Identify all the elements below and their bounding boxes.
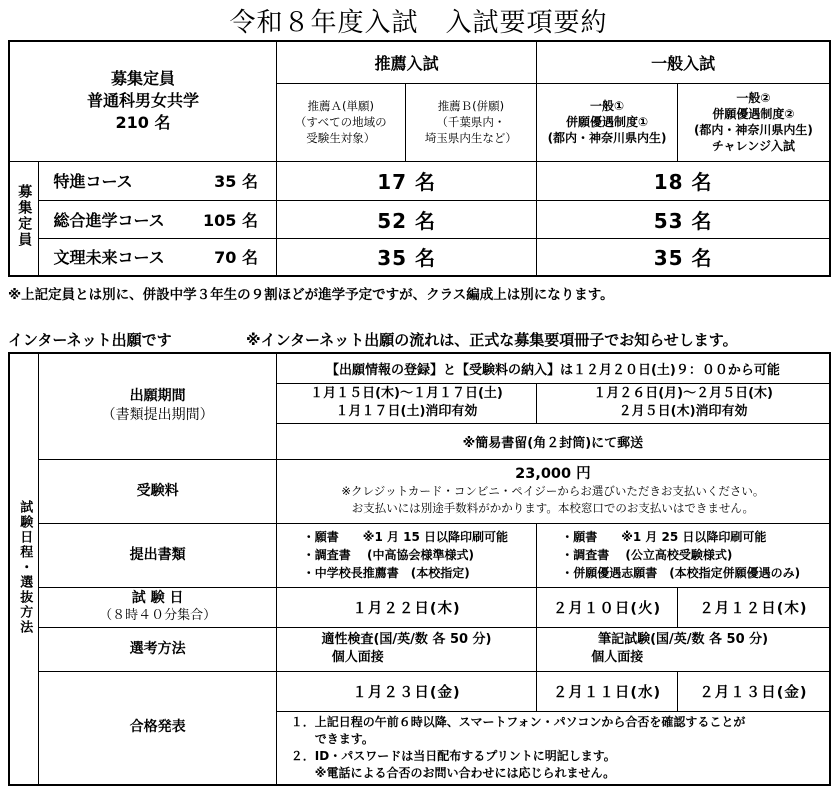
rec-a-cell <box>276 83 405 161</box>
course-rec-count: 52 名 <box>276 200 536 238</box>
table-row <box>9 200 830 238</box>
course-name: 総合進学コース <box>53 210 165 230</box>
docs-label: 提出書類 <box>39 523 276 587</box>
period-gen-range: １月２６日(月)～２月５日(木) <box>593 386 773 401</box>
period-gen-deadline: ２月５日(木)消印有効 <box>618 404 748 419</box>
capacity-heading: 募集定員 <box>110 69 175 89</box>
fee-note: ※クレジットカード・コンビニ・ペイジーからお選びいただきお支払いください。 <box>341 483 765 498</box>
course-rec-count: 35 名 <box>276 238 536 276</box>
internet-heading: インターネット出願です <box>8 331 172 349</box>
course-capacity: 70 名 <box>214 248 258 268</box>
general-header: 一般入試 <box>537 41 830 83</box>
capacity-heading-cell <box>9 41 276 161</box>
list-item: ・中学校長推薦書 (本校指定) <box>302 566 470 580</box>
internet-notice: ※インターネット出願の流れは、正式な募集要項冊子でお知らせします。 <box>246 331 738 349</box>
rec-a-line: （すべての地域の <box>294 115 387 129</box>
table-row <box>9 161 830 200</box>
exam-label: 試 験 日 <box>131 590 184 606</box>
capacity-side-text: 募集定員 <box>16 184 33 249</box>
gen-2-line: チャレンジ入試 <box>711 139 795 153</box>
rec-b-line: （千葉県内・ <box>436 115 506 129</box>
course-cell <box>39 238 276 276</box>
course-gen-count: 35 名 <box>537 238 830 276</box>
method-rec-cell <box>276 627 536 671</box>
result-note: ２．ID・パスワードは当日配布するプリントに明記します。 <box>290 748 616 763</box>
exam-rec-date: １月２２日(木) <box>276 587 536 627</box>
rec-a-line: 受験生対象） <box>306 131 376 145</box>
course-gen-count: 18 名 <box>537 161 830 200</box>
course-capacity: 35 名 <box>214 172 258 191</box>
schedule-side-label <box>9 353 39 785</box>
period-rec-cell <box>276 383 536 423</box>
docs-rec-cell <box>276 523 536 587</box>
period-label: 出願期間 <box>129 388 186 405</box>
period-sublabel: （書類提出期間） <box>101 407 214 424</box>
gen-2-line: (都内・神奈川県内生) <box>693 123 813 137</box>
docs-gen-cell <box>537 523 830 587</box>
course-cell <box>39 161 276 200</box>
exam-gen1-date: ２月１０日(火) <box>537 587 678 627</box>
list-item: ・願書 ※1 月 15 日以降印刷可能 <box>302 530 509 544</box>
method-gen-cell <box>537 627 830 671</box>
method-label: 選考方法 <box>39 627 276 671</box>
method-gen-exam: 筆記試験(国/英/数 各 50 分) <box>598 632 769 647</box>
gen-2-title: 一般② <box>736 91 771 105</box>
gen-1-title: 一般① <box>589 99 625 113</box>
method-gen-interview: 個人面接 <box>591 650 644 665</box>
method-rec-interview: 個人面接 <box>331 650 384 665</box>
fee-note: お支払いには別途手数料がかかります。本校窓口でのお支払いはできません。 <box>351 500 755 515</box>
result-label: 合格発表 <box>39 671 276 785</box>
fee-amount: 23,000 円 <box>515 465 591 482</box>
gen-1-line: (都内・神奈川県内生) <box>547 131 667 145</box>
course-name: 特進コース <box>53 172 133 191</box>
course-rec-count: 17 名 <box>276 161 536 200</box>
table-row <box>9 238 830 276</box>
gen-1-line: 併願優遇制度① <box>565 115 649 129</box>
rec-b-title: 推薦Ｂ(併願) <box>437 99 505 113</box>
schedule-side-text: 試験日程・選抜方法 <box>17 500 33 635</box>
list-item: ・調査書 (公立高校受験様式) <box>561 548 733 562</box>
exam-sublabel: （８時４０分集合） <box>99 608 217 623</box>
course-capacity: 105 名 <box>202 210 258 230</box>
capacity-note: ※上記定員とは別に、併設中学３年生の９割ほどが進学予定ですが、クラス編成上は別になります。 <box>8 287 614 303</box>
capacity-side-label <box>9 161 39 276</box>
list-item: ・調査書 (中高協会様準様式) <box>302 548 474 562</box>
result-note: できます。 <box>290 731 374 746</box>
period-gen-cell <box>537 383 830 423</box>
rec-a-title: 推薦Ａ(単願) <box>307 99 375 113</box>
schedule-table <box>8 352 831 786</box>
fee-cell <box>276 459 830 523</box>
result-note: １．上記日程の午前６時以降、スマートフォン・パソコンから合否を確認することが <box>290 714 746 729</box>
fee-label: 受験料 <box>39 459 276 523</box>
result-notes-cell <box>276 711 830 785</box>
gen-2-cell <box>677 83 830 161</box>
mail-note: ※簡易書留(角２封筒)にて郵送 <box>276 423 830 459</box>
recommend-header: 推薦入試 <box>276 41 536 83</box>
rec-b-cell <box>405 83 537 161</box>
period-rec-range: １月１５日(木)～１月１７日(土) <box>310 386 503 401</box>
capacity-table <box>8 40 831 277</box>
exam-label-cell <box>39 587 276 627</box>
list-item: ・願書 ※1 月 25 日以降印刷可能 <box>561 530 767 544</box>
gen-2-line: 併願優遇制度② <box>712 107 795 121</box>
course-cell <box>39 200 276 238</box>
gen-1-cell <box>537 83 678 161</box>
result-rec-date: １月２３日(金) <box>276 671 536 711</box>
period-label-cell <box>39 353 276 459</box>
top-notice: 【出願情報の登録】と【受験料の納入】は１２月２０日(土)９：００から可能 <box>276 353 830 383</box>
period-rec-deadline: １月１７日(土)消印有効 <box>335 404 478 419</box>
result-gen2-date: ２月１３日(金) <box>677 671 830 711</box>
exam-gen2-date: ２月１２日(木) <box>677 587 830 627</box>
capacity-total: 210 名 <box>115 113 171 133</box>
result-gen1-date: ２月１１日(水) <box>537 671 678 711</box>
course-name: 文理未来コース <box>53 248 165 268</box>
course-gen-count: 53 名 <box>537 200 830 238</box>
page-title: 令和８年度入試 入試要項要約 <box>229 8 608 38</box>
capacity-dept: 普通科男女共学 <box>86 91 199 111</box>
list-item: ・併願優遇志願書 (本校指定併願優遇のみ) <box>561 566 801 580</box>
method-rec-exam: 適性検査(国/英/数 各 50 分) <box>321 632 492 647</box>
result-note: ※電話による合否のお問い合わせには応じられません。 <box>290 765 616 780</box>
rec-b-line: 埼玉県内生など） <box>424 131 517 145</box>
